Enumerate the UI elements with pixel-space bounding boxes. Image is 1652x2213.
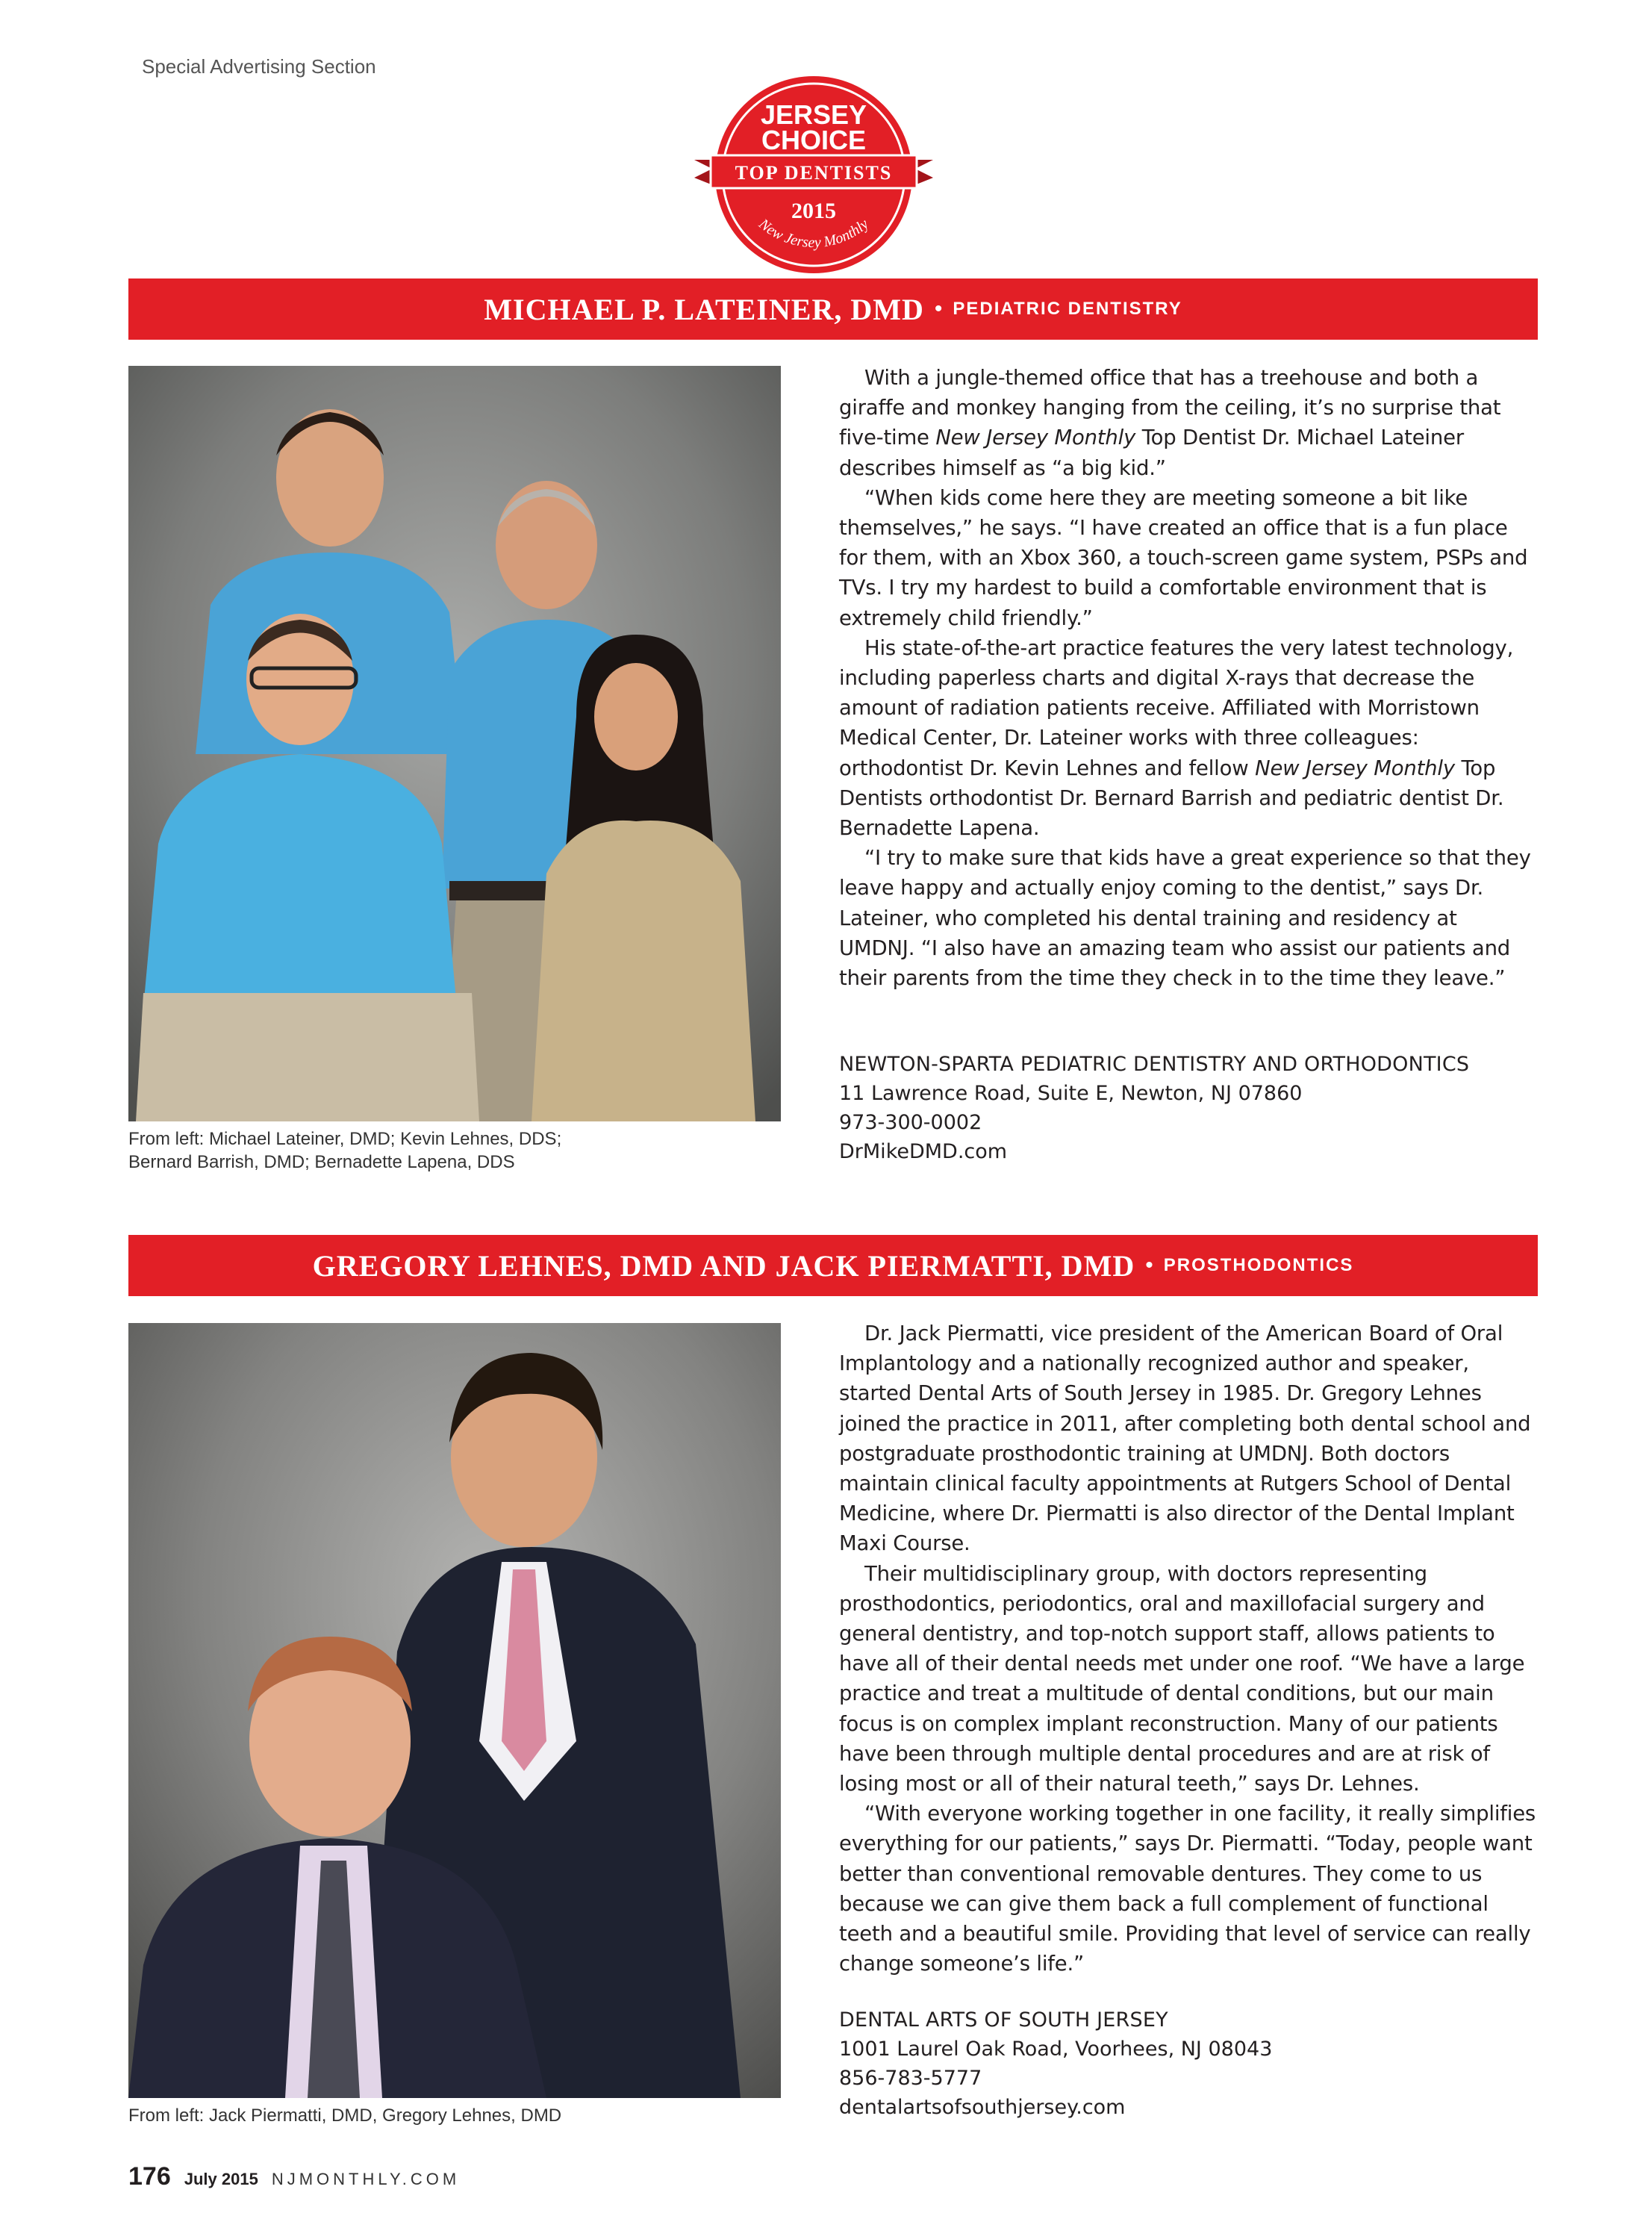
page-footer bbox=[128, 2162, 460, 2191]
profile1-photo bbox=[128, 366, 781, 1121]
profile1-paragraph: With a jungle-themed office that has a treehouse and both a giraffe and monkey hanging from the ceiling, it’s no surprise that five-time New Jersey Monthly Top Dentist Dr. Michael Lateiner describes himself as “a big kid.” bbox=[839, 366, 1501, 480]
profile1-phone: 973-300-0002 bbox=[839, 1111, 982, 1134]
profile2-name: GREGORY LEHNES, DMD AND JACK PIERMATTI, DMD bbox=[312, 1248, 1135, 1283]
profile2-paragraph: “With everyone working together in one facility, it really simplifies everything for our patients,” says Dr. Piermatti. “Today, people want better than conventional removable dentures. They come to us because we can give them back a full complement of functional teeth and a beautiful smile. Providing that level of service can really change someone’s life.” bbox=[839, 1802, 1536, 1976]
profile1-caption-line2: Bernard Barrish, DMD; Bernadette Lapena, DDS bbox=[128, 1152, 515, 1172]
profile1-paragraph: His state-of-the-art practice features the very latest technology, including paperless charts and digital X-rays that decrease the amount of radiation patients receive. Affiliated with Morristown Medical Center, Dr. Lateiner works with three colleagues: orthodontist Dr. Kevin Lehnes and fellow New Jersey Monthly Top Dentists orthodontist Dr. Bernard Barrish and pediatric dentist Dr. Bernadette Lapena. bbox=[839, 635, 1514, 841]
separator-bullet: • bbox=[1145, 1253, 1153, 1277]
profile2-phone: 856-783-5777 bbox=[839, 2067, 982, 2090]
profile2-photo bbox=[128, 1323, 781, 2098]
profile1-paragraph: “When kids come here they are meeting someone a bit like themselves,” he says. “I have created an office that is a fun place for them, with an Xbox 360, a touch-screen game system, PSPs and TVs. I try my hardest to build a comfortable environment that is extremely child friendly.” bbox=[839, 485, 1528, 630]
badge-ribbon: TOP DENTISTS bbox=[735, 162, 893, 184]
profile1-address: 11 Lawrence Road, Suite E, Newton, NJ 07860 bbox=[839, 1082, 1303, 1105]
section-label: Special Advertising Section bbox=[142, 55, 376, 78]
profile1-contact bbox=[839, 1050, 1537, 1166]
profile1-heading-band bbox=[128, 278, 1538, 340]
site-name: NJMONTHLY.COM bbox=[271, 2170, 461, 2188]
issue-date: July 2015 bbox=[184, 2170, 258, 2188]
profile1-caption-line1: From left: Michael Lateiner, DMD; Kevin Lehnes, DDS; bbox=[128, 1129, 562, 1149]
profile2-website[interactable]: dentalartsofsouthjersey.com bbox=[839, 2096, 1126, 2119]
profile2-article bbox=[839, 1319, 1537, 1979]
profile1-caption bbox=[128, 1127, 561, 1174]
profile1-website[interactable]: DrMikeDMD.com bbox=[839, 1140, 1008, 1163]
badge-arc-text: New Jersey Monthly bbox=[755, 215, 872, 252]
profile1-paragraph: “I try to make sure that kids have a great experience so that they leave happy and actually enjoy coming to the dentist,” says Dr. Lateiner, who completed his dental training and residency at UMDNJ. “I also have an amazing team who assist our patients and their parents from the time they check in to the time they leave.” bbox=[839, 846, 1531, 991]
profile2-address: 1001 Laurel Oak Road, Voorhees, NJ 08043 bbox=[839, 2038, 1273, 2061]
profile1-name: MICHAEL P. LATEINER, DMD bbox=[484, 292, 924, 326]
profile2-business-name: DENTAL ARTS OF SOUTH JERSEY bbox=[839, 2008, 1168, 2032]
profile2-heading-band bbox=[128, 1235, 1538, 1296]
page-number: 176 bbox=[128, 2162, 171, 2191]
badge-year: 2015 bbox=[791, 199, 836, 223]
profile2-specialty: PROSTHODONTICS bbox=[1163, 1255, 1354, 1275]
badge-line2: CHOICE bbox=[761, 125, 867, 155]
profile1-business-name: NEWTON-SPARTA PEDIATRIC DENTISTRY AND ORTHODONTICS bbox=[839, 1053, 1470, 1076]
top-dentists-badge bbox=[694, 72, 933, 277]
profile2-caption: From left: Jack Piermatti, DMD, Gregory Lehnes, DMD bbox=[128, 2105, 562, 2126]
badge-line1: JERSEY bbox=[760, 99, 867, 130]
profile2-contact bbox=[839, 2005, 1537, 2122]
profile1-specialty: PEDIATRIC DENTISTRY bbox=[953, 299, 1182, 319]
profile1-article bbox=[839, 363, 1537, 993]
separator-bullet: • bbox=[934, 296, 943, 321]
profile2-paragraph: Their multidisciplinary group, with doctors representing prosthodontics, periodontics, oral and maxillofacial surgery and general dentistry, and top-notch support staff, allows patients to have all of their dental needs met under one roof. “We have a large practice and treat a multitude of dental conditions, but our main focus is on complex implant reconstruction. Many of our patients have been through multiple dental procedures and are at risk of losing most or all of their natural teeth,” says Dr. Lehnes. bbox=[839, 1561, 1525, 1796]
profile2-paragraph: Dr. Jack Piermatti, vice president of the American Board of Oral Implantology and a nationally recognized author and speaker, started Dental Arts of South Jersey in 1985. Dr. Gregory Lehnes joined the practice in 2011, after completing both dental school and postgraduate prosthodontic training at UMDNJ. Both doctors maintain clinical faculty appointments at Rutgers School of Dental Medicine, where Dr. Piermatti is also director of the Dental Implant Maxi Course. bbox=[839, 1322, 1531, 1556]
